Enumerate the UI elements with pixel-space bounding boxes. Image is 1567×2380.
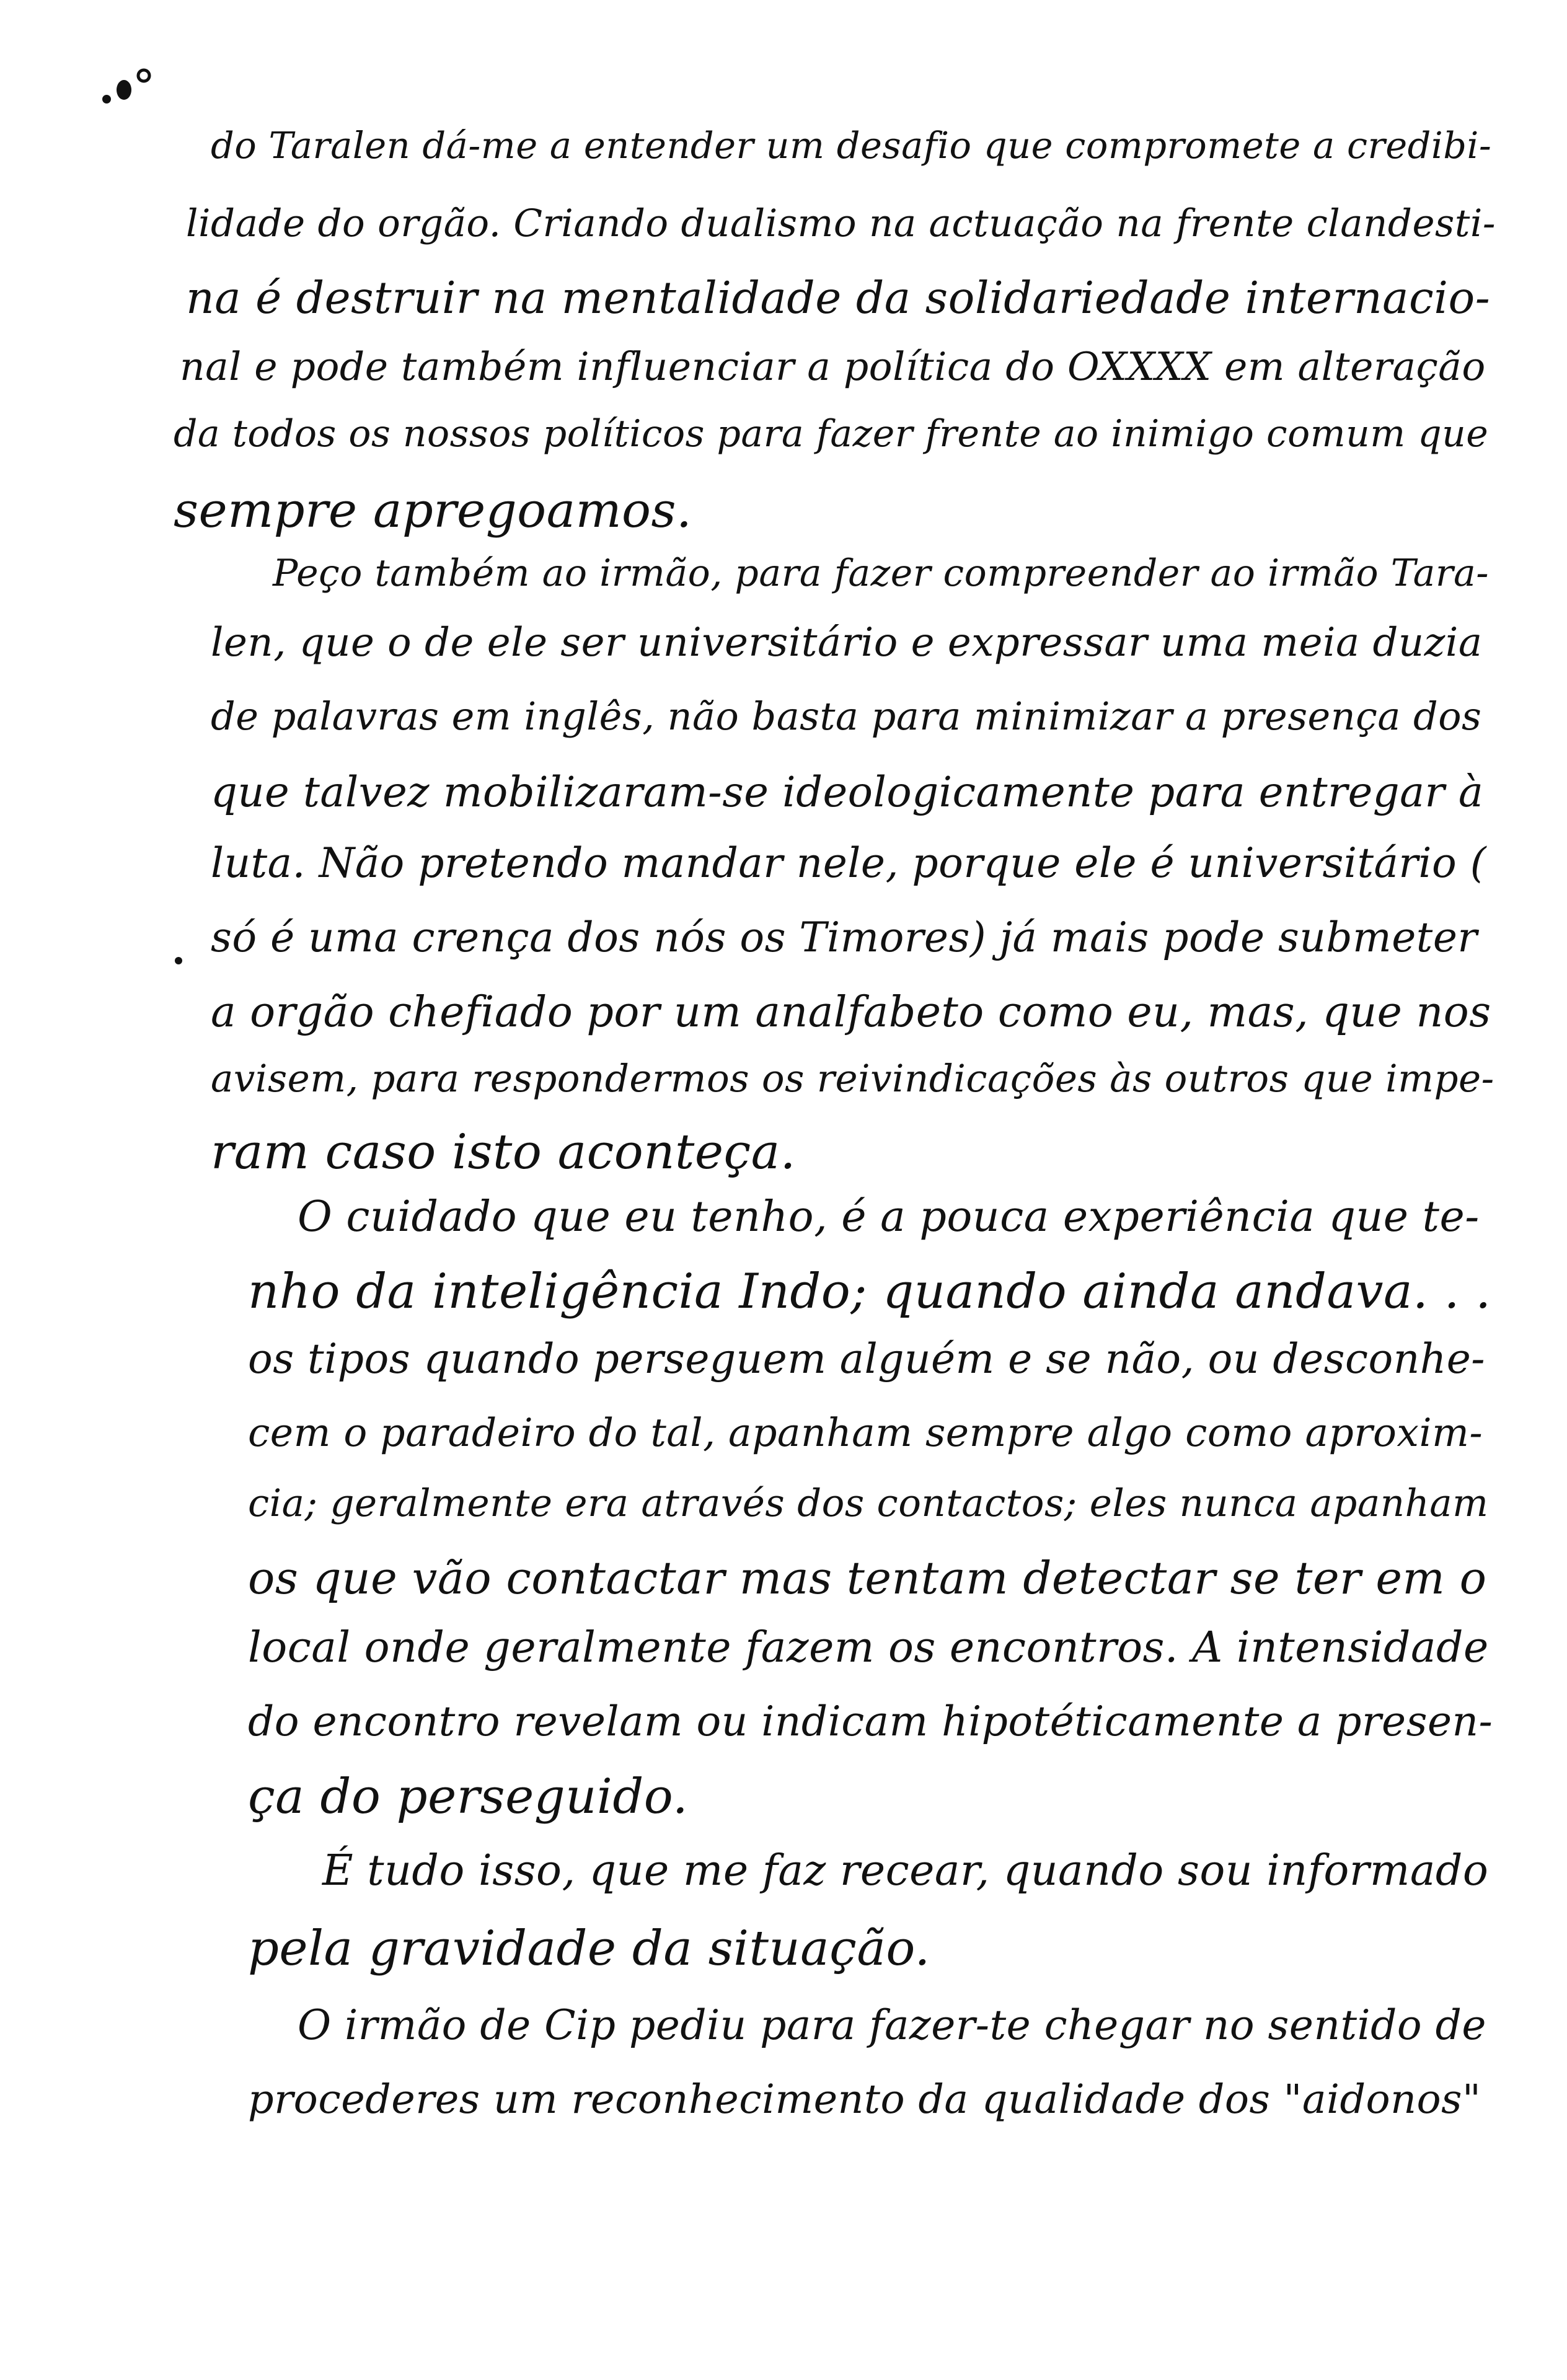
text-line: sempre apregoamos. <box>174 483 692 539</box>
text-line: len, que o de ele ser universitário e expressar uma meia duzia <box>211 620 1483 666</box>
text-line: de palavras em inglês, não basta para minimizar a presença dos <box>211 694 1482 739</box>
text-line: É tudo isso, que me faz recear, quando sou informado <box>322 1846 1489 1895</box>
text-line: procederes um reconhecimento da qualidade dos "aidonos" <box>248 2076 1481 2123</box>
text-line: que talvez mobilizaram-se ideologicamente para entregar à <box>211 768 1484 816</box>
text-line: cia; geralmente era através dos contactos; eles nunca apanham <box>248 1481 1489 1525</box>
text-line: ça do perseguido. <box>248 1769 689 1825</box>
text-line: cem o paradeiro do tal, apanham sempre algo como aproxim- <box>248 1410 1483 1455</box>
text-line: do Taralen dá-me a entender um desafio que compromete a credibi- <box>211 124 1492 167</box>
ink-speck-mark <box>172 954 185 967</box>
text-line: os que vão contactar mas tentam detectar se ter em o <box>248 1552 1487 1604</box>
ink-dots-mark <box>93 56 167 112</box>
text-line: só é uma crença dos nós os Timores) já mais pode submeter <box>211 914 1478 961</box>
text-line: local onde geralmente fazem os encontros. A intensidade <box>248 1623 1489 1672</box>
text-line: Peço também ao irmão, para fazer compreender ao irmão Tara- <box>273 552 1490 595</box>
text-line: na é destruir na mentalidade da solidariedade internacio- <box>186 272 1491 324</box>
text-line: os tipos quando perseguem alguém e se não, ou desconhe- <box>248 1335 1486 1383</box>
text-line: O irmão de Cip pediu para fazer-te chegar no sentido de <box>298 2001 1486 2049</box>
text-line: do encontro revelam ou indicam hipotéticamente a presen- <box>248 1698 1493 1745</box>
text-line: O cuidado que eu tenho, é a pouca experiência que te- <box>298 1192 1480 1241</box>
text-line: da todos os nossos políticos para fazer frente ao inimigo comum que <box>174 412 1489 456</box>
text-line: a orgão chefiado por um analfabeto como eu, mas, que nos <box>211 988 1491 1037</box>
text-line: lidade do orgão. Criando dualismo na actuação na frente clandesti- <box>186 201 1496 245</box>
text-line: ram caso isto aconteça. <box>211 1124 796 1180</box>
text-line: nal e pode também influenciar a política do OXXXX em alteração <box>180 344 1486 389</box>
text-line: pela gravidade da situação. <box>248 1921 930 1977</box>
text-line: luta. Não pretendo mandar nele, porque ele é universitário ( <box>211 839 1486 887</box>
text-line: avisem, para respondermos os reivindicações às outros que impe- <box>211 1057 1494 1101</box>
text-line: nho da inteligência Indo; quando ainda andava. . . <box>248 1264 1491 1320</box>
